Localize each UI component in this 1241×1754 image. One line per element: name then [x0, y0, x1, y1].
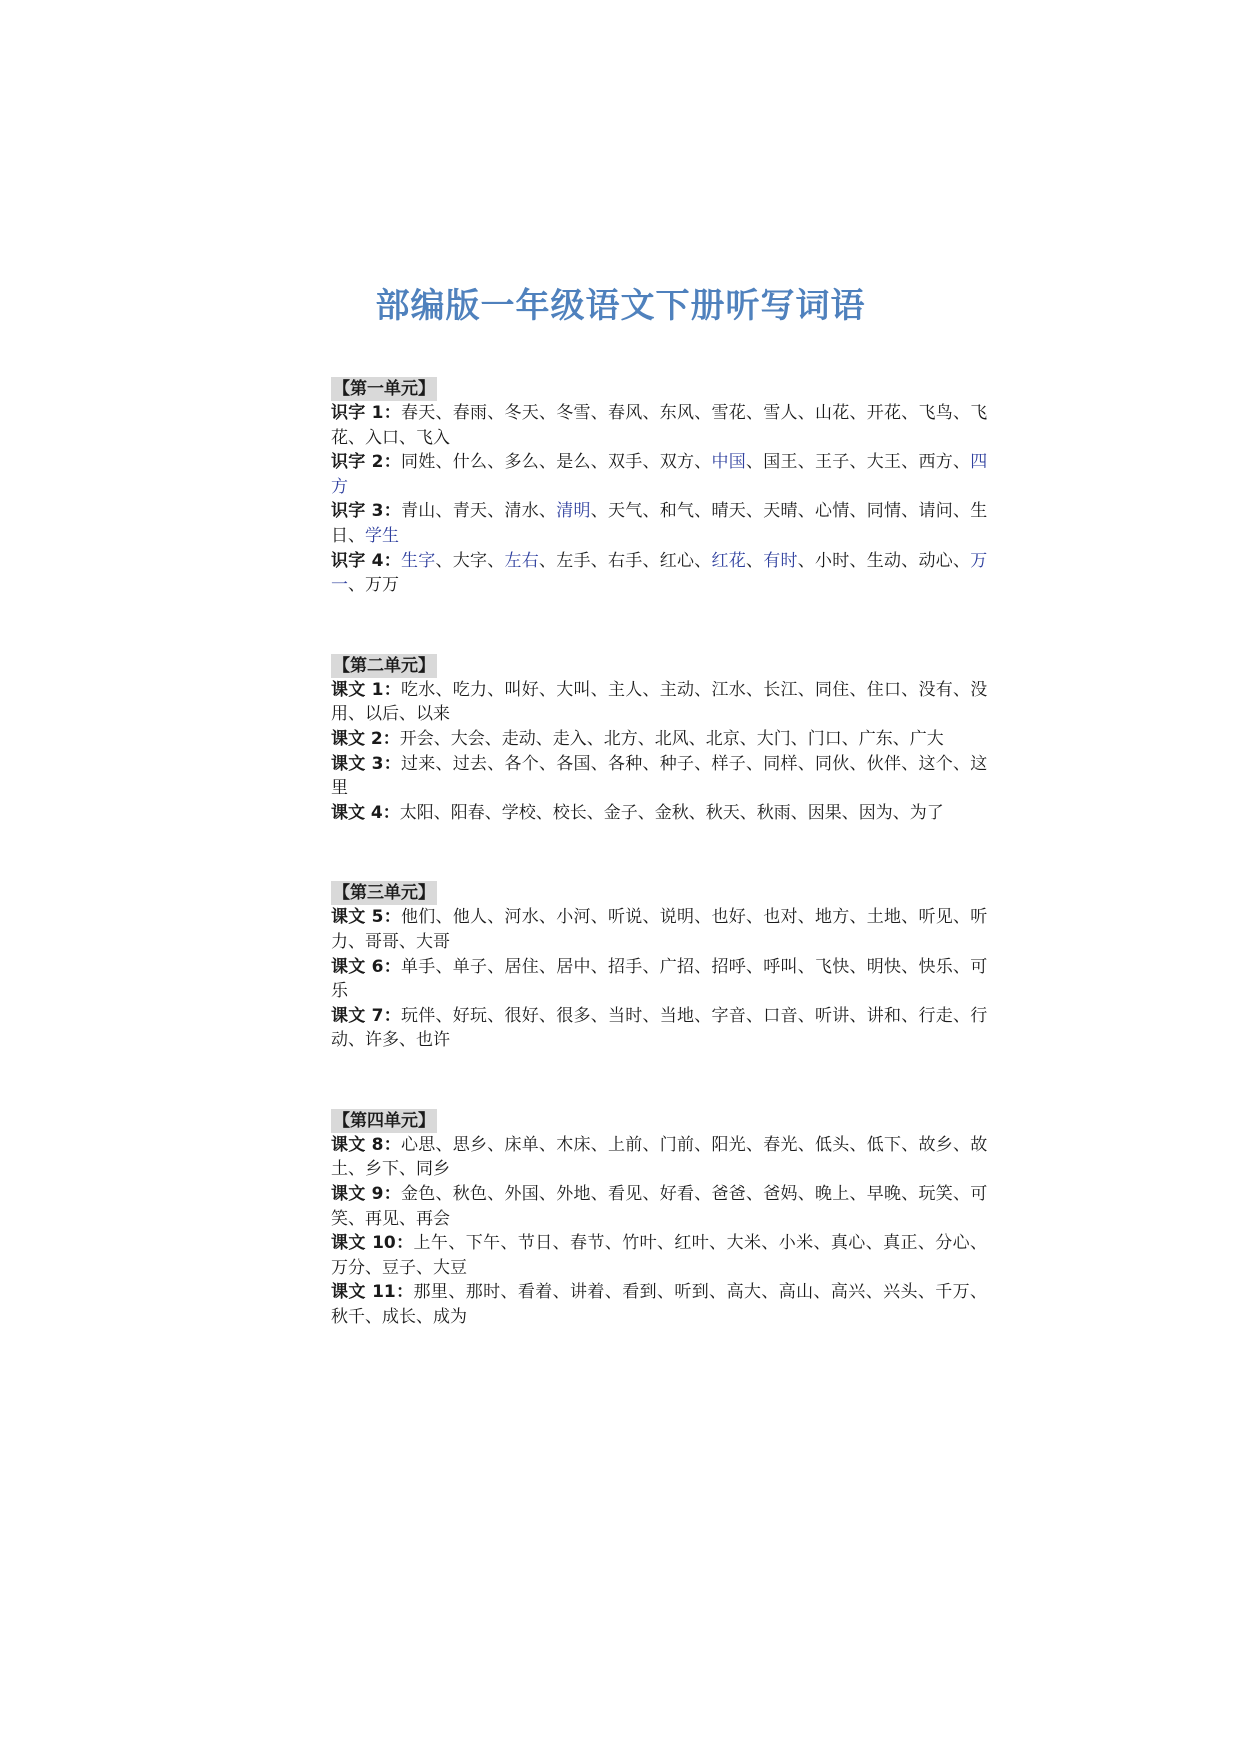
vocab-word: 很多	[556, 1005, 591, 1026]
vocab-word: 讲着	[570, 1282, 605, 1303]
vocab-word: 金秋	[654, 802, 689, 823]
vocab-word: 单子	[452, 956, 488, 977]
vocab-word: 小米	[778, 1233, 814, 1254]
vocab-word: 上前	[607, 1134, 643, 1155]
lesson-row: 识字 4：生字、大字、左右、左手、右手、红心、红花、有时、小时、生动、动心、万一、万万	[331, 550, 988, 596]
vocab-word: 王子	[814, 452, 850, 473]
lesson-row: 课文 3：过来、过去、各个、各国、各种、种子、样子、同样、同伙、伙伴、这个、这里	[331, 753, 988, 799]
vocab-word: 成长	[382, 1307, 416, 1328]
vocab-word: 为了	[909, 802, 944, 823]
vocab-word: 再见	[365, 1208, 399, 1229]
lesson-row: 课文 10：上午、下午、节日、春节、竹叶、红叶、大米、小米、真心、真正、分心、万分、豆子、大豆	[331, 1233, 988, 1278]
vocab-word: 那时	[465, 1282, 501, 1303]
vocab-word: 真心	[830, 1233, 866, 1254]
vocab-word: 没有	[918, 679, 953, 700]
lesson-row: 课文 9：金色、秋色、外国、外地、看见、好看、爸爸、爸妈、晚上、早晚、玩笑、可笑、再见、再会	[331, 1184, 988, 1229]
vocab-word: 玩笑	[918, 1184, 953, 1205]
vocab-word: 外地	[556, 1184, 591, 1205]
vocab-word: 高大	[726, 1282, 762, 1303]
lesson-row: 课文 1：吃水、吃力、叫好、大叫、主人、主动、江水、长江、同住、住口、没有、没用、以后、以来	[331, 679, 988, 725]
vocab-word: 上午	[413, 1233, 449, 1254]
vocab-word: 好看	[659, 1184, 695, 1205]
vocab-word: 行动	[331, 1005, 988, 1051]
lesson-label: 课文 3：	[331, 753, 401, 774]
vocab-word: 红叶	[674, 1233, 710, 1254]
vocab-word: 下午	[465, 1233, 501, 1254]
vocab-word: 阳春	[450, 802, 485, 823]
vocab-word: 双方	[659, 452, 695, 473]
page-title: 部编版一年级语文下册听写词语	[375, 286, 866, 326]
vocab-word: 千万	[935, 1282, 971, 1303]
vocab-word: 江水	[711, 679, 746, 700]
lesson-label: 课文 8：	[331, 1134, 401, 1155]
vocab-word: 小时	[814, 550, 850, 571]
vocab-word: 天晴	[763, 501, 798, 522]
vocab-word: 秋雨	[756, 802, 791, 823]
vocab-word: 豆子	[382, 1257, 416, 1278]
vocab-word: 春雨	[452, 403, 488, 423]
vocab-word: 住口	[866, 679, 902, 700]
vocab-word: 同伙	[814, 753, 850, 774]
vocab-word: 听到	[674, 1282, 710, 1303]
vocab-word: 红花	[711, 550, 746, 571]
vocab-word: 说明	[659, 907, 695, 928]
vocab-word: 节日	[517, 1233, 553, 1254]
vocab-word: 同住	[814, 679, 850, 700]
vocab-word: 兴头	[883, 1282, 918, 1303]
vocab-word: 呼叫	[763, 956, 798, 977]
vocab-word: 万一	[331, 550, 988, 596]
vocab-word: 高山	[778, 1282, 814, 1303]
vocab-word: 学生	[365, 525, 399, 546]
unit-section	[331, 1109, 987, 1330]
vocab-word: 大王	[866, 452, 902, 473]
vocab-word: 分心	[935, 1233, 971, 1254]
vocab-word: 以来	[416, 704, 450, 725]
vocab-word: 走动	[501, 728, 536, 749]
vocab-word: 飞花	[331, 403, 988, 448]
vocab-word: 春天	[400, 403, 436, 423]
lesson-label: 课文 7：	[331, 1005, 401, 1026]
vocab-word: 真正	[883, 1233, 918, 1254]
vocab-word: 高兴	[830, 1282, 866, 1303]
vocab-word: 床单	[504, 1134, 539, 1155]
vocab-word: 西方	[918, 452, 953, 473]
vocab-word: 有时	[763, 550, 798, 571]
vocab-word: 山花	[814, 403, 850, 423]
vocab-word: 故土	[331, 1134, 988, 1180]
vocab-word: 同情	[866, 501, 902, 522]
vocab-word: 飞入	[416, 427, 450, 448]
vocab-word: 也对	[763, 907, 798, 928]
vocab-word: 主动	[659, 679, 695, 700]
vocab-word: 同样	[763, 753, 798, 774]
vocab-word: 乡下	[365, 1159, 399, 1180]
unit-header: 【第二单元】	[333, 655, 435, 676]
vocab-word: 主人	[607, 679, 643, 700]
vocab-word: 心情	[814, 501, 850, 522]
lesson-label: 识字 4：	[331, 550, 401, 571]
vocab-word: 招手	[607, 956, 643, 977]
vocab-word: 行走	[918, 1005, 953, 1026]
vocab-word: 春节	[570, 1233, 605, 1254]
vocab-word: 他们	[400, 907, 436, 928]
vocab-word: 低头	[814, 1134, 850, 1155]
lesson-row: 课文 8：心思、思乡、床单、木床、上前、门前、阳光、春光、低头、低下、故乡、故土、乡下、同乡	[331, 1134, 988, 1180]
vocab-word: 太阳	[399, 802, 434, 823]
vocab-word: 当时	[607, 1005, 643, 1026]
vocab-word: 叫好	[504, 679, 539, 700]
vocab-word: 单手	[400, 956, 436, 977]
vocab-word: 爸妈	[763, 1184, 798, 1205]
vocab-word: 红心	[659, 550, 695, 571]
vocab-word: 生动	[866, 550, 902, 571]
lesson-label: 课文 9：	[331, 1184, 401, 1205]
vocab-word: 那里	[413, 1282, 449, 1303]
vocab-word: 四方	[331, 452, 988, 497]
vocab-word: 吃力	[452, 679, 488, 700]
vocab-word: 以后	[365, 704, 399, 725]
vocab-word: 大会	[450, 728, 485, 749]
vocab-word: 长江	[763, 679, 798, 700]
lesson-label: 识字 2：	[331, 452, 401, 473]
vocab-word: 当地	[659, 1005, 695, 1026]
vocab-word: 开会	[399, 728, 434, 749]
vocab-word: 思乡	[452, 1134, 488, 1155]
vocab-word: 听讲	[814, 1005, 850, 1026]
vocab-word: 居中	[556, 956, 591, 977]
vocab-word: 学校	[501, 802, 536, 823]
lesson-row: 课文 7：玩伴、好玩、很好、很多、当时、当地、字音、口音、听讲、讲和、行走、行动、许多、也许	[331, 1005, 988, 1051]
unit-spacer	[331, 825, 987, 881]
lesson-row: 课文 6：单手、单子、居住、居中、招手、广招、招呼、呼叫、飞快、明快、快乐、可乐	[331, 956, 988, 1002]
vocab-word: 快乐	[918, 956, 953, 977]
vocab-word: 校长	[552, 802, 587, 823]
vocab-word: 和气	[659, 501, 695, 522]
vocab-word: 广招	[659, 956, 695, 977]
vocab-word: 什么	[452, 452, 488, 473]
vocab-word: 走入	[552, 728, 587, 749]
vocab-word: 门口	[807, 728, 842, 749]
vocab-word: 这里	[331, 753, 988, 799]
vocab-word: 许多	[365, 1030, 399, 1051]
vocabulary-list	[331, 377, 987, 1330]
vocab-word: 大哥	[416, 931, 450, 952]
vocab-word: 可乐	[331, 956, 988, 1002]
vocab-word: 因果	[807, 802, 842, 823]
vocab-word: 招呼	[711, 956, 746, 977]
vocab-word: 右手	[607, 550, 643, 571]
vocab-word: 听力	[331, 907, 988, 952]
vocab-word: 样子	[711, 753, 746, 774]
vocab-word: 哥哥	[365, 931, 399, 952]
vocab-word: 也许	[416, 1030, 450, 1051]
vocab-word: 好玩	[452, 1005, 488, 1026]
vocab-word: 故乡	[918, 1134, 953, 1155]
unit-header: 【第三单元】	[333, 883, 435, 904]
lesson-label: 课文 1：	[331, 679, 401, 700]
vocab-word: 没用	[331, 679, 988, 725]
lesson-row: 课文 5：他们、他人、河水、小河、听说、说明、也好、也对、地方、土地、听见、听力、哥哥、大哥	[331, 907, 988, 952]
lesson-label: 课文 5：	[331, 907, 401, 928]
vocab-word: 同姓	[400, 452, 436, 473]
vocab-word: 大米	[726, 1233, 762, 1254]
vocab-word: 青山	[400, 501, 436, 522]
vocab-word: 大门	[756, 728, 791, 749]
vocab-word: 天气	[607, 501, 643, 522]
vocab-word: 爸爸	[711, 1184, 746, 1205]
vocab-word: 竹叶	[622, 1233, 657, 1254]
vocab-word: 冬天	[504, 403, 539, 423]
unit-section	[331, 654, 987, 826]
unit-header: 【第一单元】	[333, 379, 435, 399]
unit-header: 【第四单元】	[333, 1110, 435, 1131]
vocab-word: 春风	[607, 403, 643, 423]
vocab-word: 听见	[918, 907, 953, 928]
vocab-word: 看见	[607, 1184, 643, 1205]
vocab-word: 门前	[659, 1134, 695, 1155]
vocab-word: 过去	[452, 753, 488, 774]
unit-spacer	[331, 1053, 987, 1109]
vocab-word: 万万	[365, 575, 399, 596]
vocab-word: 春光	[763, 1134, 798, 1155]
vocab-word: 北京	[705, 728, 740, 749]
vocab-word: 中国	[711, 452, 746, 473]
vocab-word: 木床	[556, 1134, 591, 1155]
vocab-word: 请问	[918, 501, 953, 522]
lesson-label: 课文 4：	[331, 802, 400, 823]
vocab-word: 听说	[607, 907, 643, 928]
lesson-label: 识字 3：	[331, 501, 401, 522]
vocab-word: 伙伴	[866, 753, 902, 774]
vocab-word: 清水	[504, 501, 539, 522]
vocab-word: 冬雪	[556, 403, 591, 423]
vocab-word: 清明	[556, 501, 591, 522]
vocab-word: 秋天	[705, 802, 740, 823]
vocab-word: 秋千	[331, 1307, 365, 1328]
vocab-word: 大叫	[556, 679, 591, 700]
unit-section	[331, 881, 987, 1053]
vocab-word: 北方	[603, 728, 638, 749]
vocab-word: 左手	[556, 550, 591, 571]
vocab-word: 大字	[452, 550, 488, 571]
vocab-word: 外国	[504, 1184, 539, 1205]
vocab-word: 动心	[918, 550, 953, 571]
vocab-word: 小河	[556, 907, 591, 928]
vocab-word: 成为	[433, 1307, 467, 1328]
vocab-word: 居住	[504, 956, 539, 977]
vocab-word: 他人	[452, 907, 488, 928]
vocab-word: 也好	[711, 907, 746, 928]
lesson-label: 课文 10：	[331, 1233, 414, 1254]
lesson-label: 识字 1：	[331, 403, 401, 423]
vocab-word: 秋色	[452, 1184, 488, 1205]
unit-section	[331, 377, 987, 598]
lesson-label: 课文 6：	[331, 956, 401, 977]
vocab-word: 过来	[400, 753, 436, 774]
vocab-word: 飞鸟	[918, 403, 953, 423]
vocab-word: 双手	[607, 452, 643, 473]
lesson-row: 识字 1：春天、春雨、冬天、冬雪、春风、东风、雪花、雪人、山花、开花、飞鸟、飞花、入口、飞入	[331, 403, 988, 448]
lesson-row: 课文 4：太阳、阳春、学校、校长、金子、金秋、秋天、秋雨、因果、因为、为了	[331, 802, 944, 823]
vocab-word: 因为	[858, 802, 893, 823]
vocab-word: 低下	[866, 1134, 902, 1155]
vocab-word: 雪人	[763, 403, 798, 423]
vocab-word: 河水	[504, 907, 539, 928]
vocab-word: 金色	[400, 1184, 436, 1205]
vocab-word: 土地	[866, 907, 902, 928]
lesson-label: 课文 11：	[331, 1282, 414, 1303]
vocab-word: 再会	[416, 1208, 450, 1229]
vocab-word: 字音	[711, 1005, 746, 1026]
vocab-word: 可笑	[331, 1184, 988, 1229]
vocab-word: 各国	[556, 753, 591, 774]
vocab-word: 左右	[504, 550, 539, 571]
vocab-word: 很好	[504, 1005, 539, 1026]
vocab-word: 东风	[659, 403, 695, 423]
lesson-label: 课文 2：	[331, 728, 400, 749]
lesson-row: 课文 11：那里、那时、看着、讲着、看到、听到、高大、高山、高兴、兴头、千万、秋千、成长、成为	[331, 1282, 988, 1328]
vocab-word: 入口	[365, 427, 399, 448]
vocab-word: 明快	[866, 956, 902, 977]
lesson-row: 课文 2：开会、大会、走动、走入、北方、北风、北京、大门、门口、广东、广大	[331, 728, 944, 749]
vocab-word: 大豆	[433, 1257, 467, 1278]
vocab-word: 这个	[918, 753, 953, 774]
lesson-row: 识字 3：青山、青天、清水、清明、天气、和气、晴天、天晴、心情、同情、请问、生日、学生	[331, 501, 988, 546]
vocab-word: 早晚	[866, 1184, 902, 1205]
vocab-word: 生日	[331, 501, 988, 546]
vocab-word: 玩伴	[400, 1005, 436, 1026]
vocab-word: 地方	[814, 907, 850, 928]
vocab-word: 吃水	[400, 679, 436, 700]
vocab-word: 飞快	[814, 956, 850, 977]
vocab-word: 口音	[763, 1005, 798, 1026]
vocab-word: 青天	[452, 501, 488, 522]
unit-spacer	[331, 598, 987, 654]
vocab-word: 各种	[607, 753, 643, 774]
vocab-word: 开花	[866, 403, 902, 423]
vocab-word: 是么	[556, 452, 591, 473]
vocab-word: 广东	[858, 728, 893, 749]
lesson-row: 识字 2：同姓、什么、多么、是么、双手、双方、中国、国王、王子、大王、西方、四方	[331, 452, 988, 497]
vocab-word: 晴天	[711, 501, 746, 522]
vocab-word: 国王	[763, 452, 798, 473]
vocab-word: 看着	[517, 1282, 553, 1303]
vocab-word: 广大	[909, 728, 944, 749]
vocab-word: 晚上	[814, 1184, 850, 1205]
vocab-word: 看到	[622, 1282, 657, 1303]
vocab-word: 心思	[400, 1134, 436, 1155]
vocab-word: 金子	[603, 802, 638, 823]
vocab-word: 北风	[654, 728, 689, 749]
vocab-word: 生字	[400, 550, 436, 571]
vocab-word: 讲和	[866, 1005, 902, 1026]
vocab-word: 雪花	[711, 403, 746, 423]
vocab-word: 各个	[504, 753, 539, 774]
vocab-word: 同乡	[416, 1159, 450, 1180]
vocab-word: 阳光	[711, 1134, 746, 1155]
vocab-word: 万分	[331, 1257, 365, 1278]
vocab-word: 多么	[504, 452, 539, 473]
vocab-word: 种子	[659, 753, 695, 774]
